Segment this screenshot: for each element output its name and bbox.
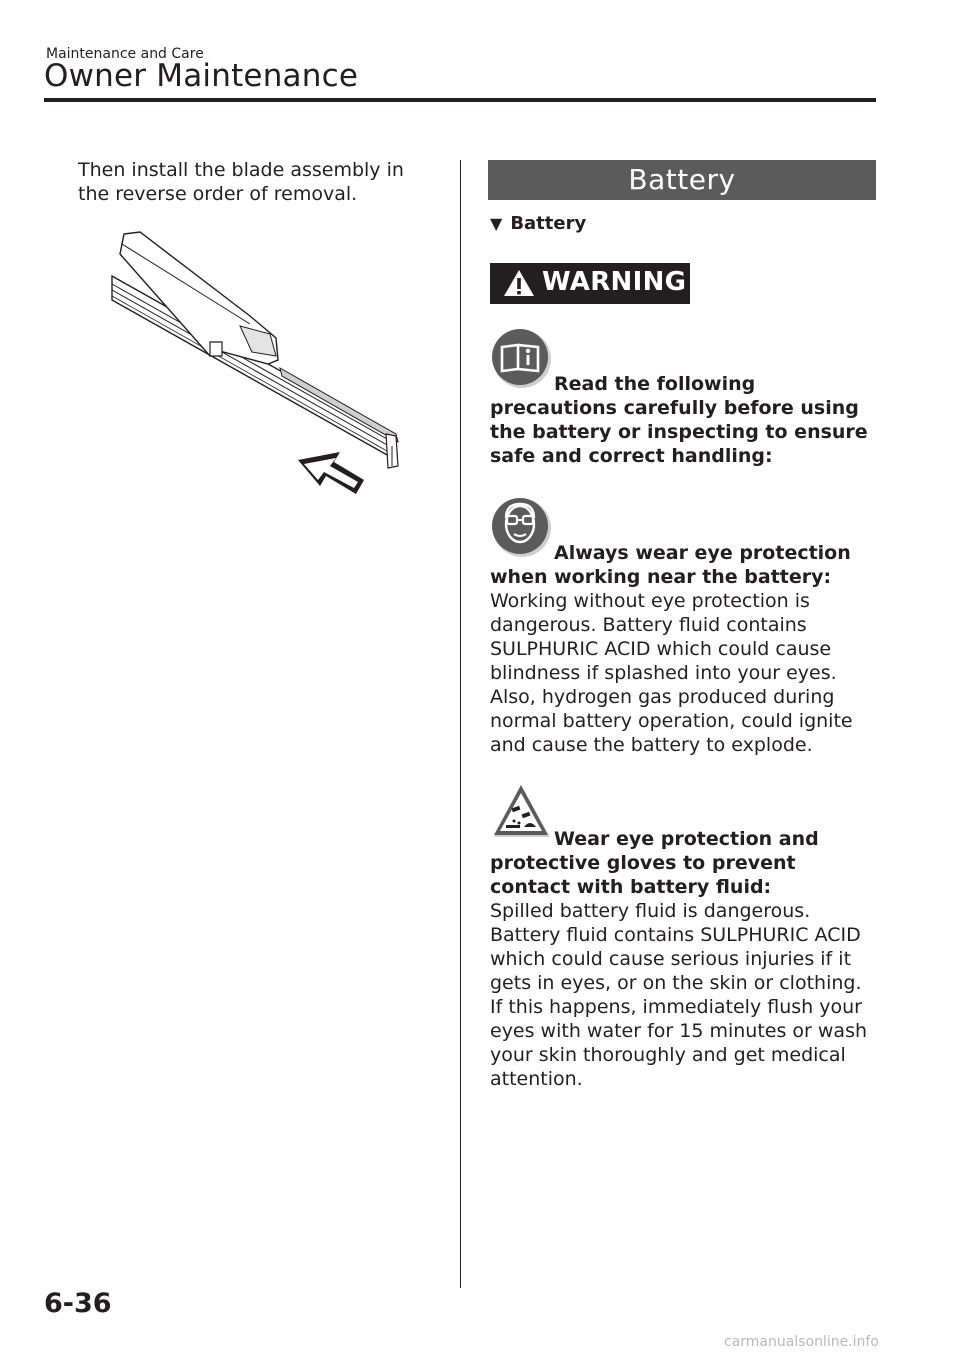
subheading-text: Battery <box>510 213 587 234</box>
warning-text: WARNING <box>542 267 687 297</box>
battery-fluid-lead: Wear eye protection and protective gloves to prevent contact with battery fluid: <box>490 828 819 898</box>
precautions-lead: Read the following precautions carefully before using the battery or inspecting to ensure safe and correct handling: <box>490 373 868 467</box>
battery-fluid-body: Spilled battery fluid is dangerous. Battery fluid contains SULPHURIC ACID which could cause serious injuries if it gets in eyes, or on the skin or clothing. If this happens, immediately flush your eyes with water for 15 minutes or wash your skin thoroughly and get medical attention. <box>490 900 868 1090</box>
eye-protection-lead: Always wear eye protection when working near the battery: <box>490 542 851 588</box>
page-number: 6-36 <box>44 1288 112 1319</box>
section-title: Owner Maintenance <box>44 58 359 94</box>
watermark: carmanualsonline.info <box>724 1334 879 1350</box>
warning-triangle-icon <box>502 268 536 298</box>
wiper-blade-illustration <box>100 228 410 512</box>
battery-fluid-paragraph <box>490 827 876 1091</box>
warning-label <box>490 263 690 304</box>
column-divider <box>460 160 461 1288</box>
eye-protection-paragraph <box>490 541 876 757</box>
header-rule <box>44 98 876 102</box>
battery-banner: Battery <box>488 160 876 200</box>
triangle-bullet-icon: ▼ <box>490 214 503 233</box>
chapter-label: Maintenance and Care <box>46 46 204 62</box>
battery-subheading <box>490 213 586 234</box>
eye-protection-body: Working without eye protection is dangerous. Battery fluid contains SULPHURIC ACID which could cause blindness if splashed into your eyes. Also, hydrogen gas produced during normal battery operation, could ignite and cause the battery to explode. <box>490 590 853 756</box>
install-instruction: Then install the blade assembly in the reverse order of removal. <box>78 159 404 205</box>
